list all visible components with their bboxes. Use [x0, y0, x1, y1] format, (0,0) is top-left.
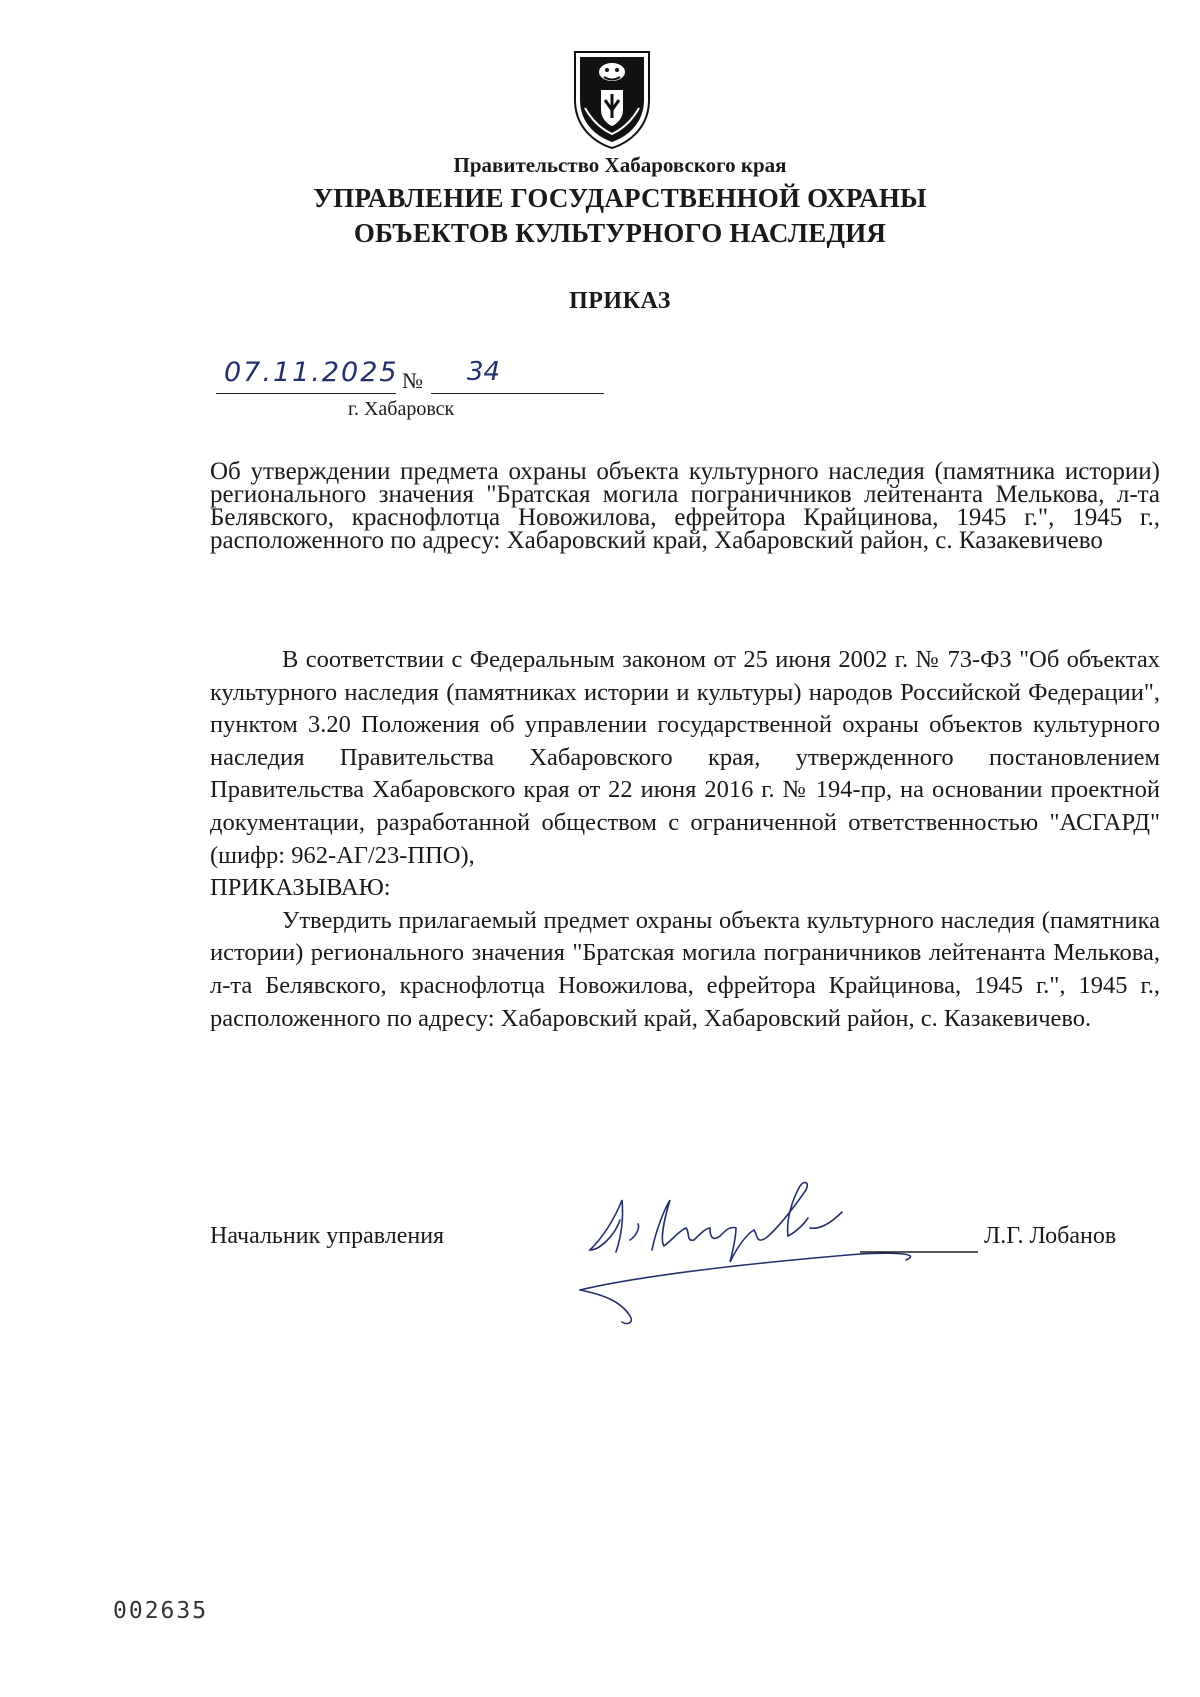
number-field [431, 357, 604, 394]
document-body [210, 644, 1160, 1035]
document-serial-number: 002635 [113, 1598, 209, 1624]
coat-of-arms-icon [571, 48, 653, 150]
order-paragraph: Утвердить прилагаемый предмет охраны объекта культурного наследия (памятника истории) регионального значения "Братская могила пограничников лейтенанта Мелькова, л-та Белявского, краснофлотца Новожилова, ефрейтора Крайцинова, 1945 г.", 1945 г., расположенного по адресу: Хабаровский край, Хабаровский район, с. Казакевичево. [210, 906, 1160, 1032]
preamble-paragraph: В соответствии с Федеральным законом от 25 июня 2002 г. № 73-ФЗ "Об объектах культурного наследия (памятниках истории и культуры) народов Российской Федерации", пунктом 3.20 Положения об управлении государственной охраны объектов культурного наследия Правительства Хабаровского края, утвержденного постановлением Правительства Хабаровского края от 22 июня 2016 г. № 194-пр, на основании проектной документации, разработанной обществом с ограниченной ответственностью "АСГАРД" (шифр: 962-АГ/23-ППО), [210, 646, 1160, 869]
document-type: ПРИКАЗ [569, 288, 671, 314]
city: г. Хабаровск [348, 398, 455, 420]
date-handwritten: 07.11.2025 [224, 357, 399, 388]
signatory-name: Л.Г. Лобанов [984, 1223, 1117, 1249]
document-subject: Об утверждении предмета охраны объекта культурного наследия (памятника истории) регионального значения "Братская могила пограничников лейтенанта Мелькова, л-та Белявского, краснофлотца Новожилова, ефрейтора Крайцинова, 1945 г.", 1945 г., расположенного по адресу: Хабаровский край, Хабаровский район, с. Казакевичево [210, 458, 1160, 554]
number-handwritten: 34 [467, 357, 501, 387]
date-field [216, 357, 399, 394]
handwritten-signature [560, 1170, 980, 1330]
government-name: Правительство Хабаровского края [453, 153, 787, 177]
signatory-title: Начальник управления [210, 1223, 445, 1249]
order-word: ПРИКАЗЫВАЮ: [210, 874, 391, 902]
department-name-line2: ОБЪЕКТОВ КУЛЬТУРНОГО НАСЛЕДИЯ [353, 218, 887, 248]
number-label: № [402, 368, 423, 393]
department-name-line1: УПРАВЛЕНИЕ ГОСУДАРСТВЕННОЙ ОХРАНЫ [313, 183, 927, 213]
